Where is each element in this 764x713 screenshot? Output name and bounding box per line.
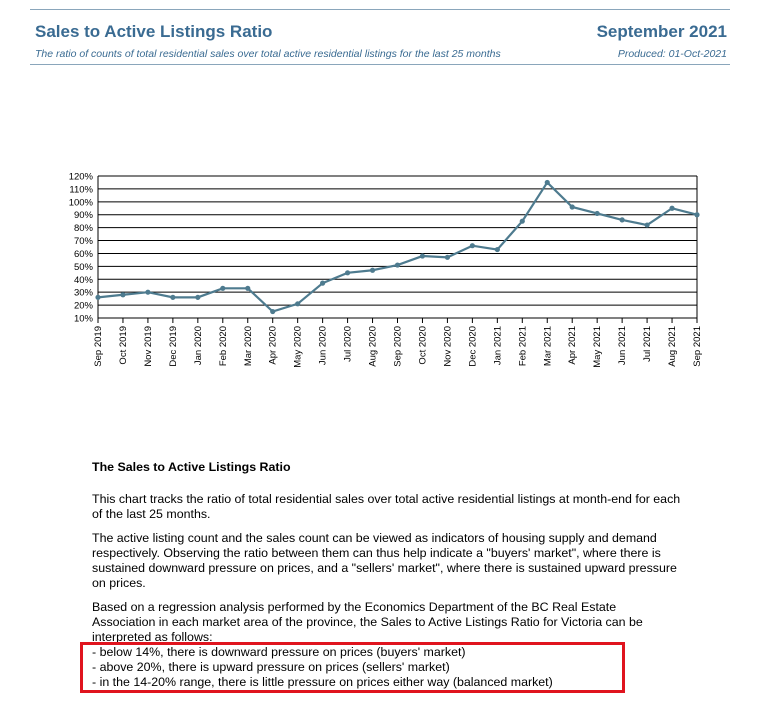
x-tick-label: Nov 2020 — [442, 326, 454, 367]
data-point — [370, 268, 375, 273]
y-tick-label: 100% — [68, 197, 93, 209]
y-tick-label: 40% — [73, 274, 93, 286]
explanation-para-2: The active listing count and the sales count can be viewed as indicators of housing supply and demand respectively. Observing the ratio between them can thus help indicate a "buyers' market", where there is sustained downward pressure on prices, and a "sellers' market", where there is sustained upward pressure on prices. — [92, 531, 677, 590]
x-tick-label: Oct 2019 — [117, 326, 129, 365]
y-tick-label: 110% — [69, 184, 93, 196]
data-point — [245, 286, 250, 291]
explanation-text — [92, 460, 682, 654]
x-tick-label: Aug 2020 — [367, 326, 379, 367]
produced-date: Produced: 01-Oct-2021 — [617, 48, 727, 60]
x-tick-label: Jan 2021 — [492, 326, 504, 366]
data-point — [495, 247, 500, 252]
data-point — [195, 295, 200, 300]
x-tick-label: Jun 2020 — [317, 326, 329, 366]
x-tick-label: Apr 2021 — [567, 326, 579, 365]
explanation-heading: The Sales to Active Listings Ratio — [92, 460, 291, 474]
y-tick-label: 50% — [73, 261, 93, 273]
interpretation-item: - above 20%, there is upward pressure on prices (sellers' market) — [92, 660, 450, 674]
y-tick-label: 60% — [73, 248, 93, 260]
data-point — [445, 255, 450, 260]
explanation-para-1: This chart tracks the ratio of total residential sales over total active residential listings at month-end for each of the last 25 months. — [92, 492, 681, 521]
x-tick-label: Sep 2020 — [392, 326, 404, 367]
x-tick-label: Jan 2020 — [192, 326, 204, 366]
data-point — [120, 292, 125, 297]
x-tick-label: Nov 2019 — [142, 326, 154, 367]
data-point — [470, 243, 475, 248]
x-tick-label: May 2020 — [292, 326, 304, 368]
data-point — [145, 290, 150, 295]
x-tick-label: May 2021 — [592, 326, 604, 368]
x-tick-label: Dec 2019 — [167, 326, 179, 367]
interpretation-list — [92, 645, 553, 690]
data-point — [620, 217, 625, 222]
x-tick-label: Sep 2019 — [93, 326, 104, 367]
x-tick-label: Dec 2020 — [467, 326, 479, 367]
data-point — [345, 270, 350, 275]
data-point — [570, 204, 575, 209]
data-point — [520, 219, 525, 224]
data-point — [420, 253, 425, 258]
data-point — [270, 309, 275, 314]
page-title: Sales to Active Listings Ratio — [35, 22, 273, 41]
x-tick-label: Jul 2021 — [642, 326, 654, 362]
x-tick-label: Oct 2020 — [417, 326, 429, 365]
x-tick-label: Apr 2020 — [267, 326, 279, 365]
x-tick-label: Mar 2021 — [542, 326, 554, 367]
data-point — [644, 222, 649, 227]
report-period: September 2021 — [596, 22, 727, 41]
interpretation-item: - in the 14-20% range, there is little pressure on prices either way (balanced market) — [92, 675, 553, 689]
data-point — [395, 262, 400, 267]
y-tick-label: 90% — [73, 210, 93, 222]
data-point — [595, 211, 600, 216]
data-point — [545, 180, 550, 185]
data-point — [295, 301, 300, 306]
explanation-para-3: Based on a regression analysis performed by the Economics Department of the BC Real Estate Association in each market area of the province, the Sales to Active Listings Ratio for Victoria can be interpreted as follows: — [92, 600, 643, 644]
x-tick-label: Jul 2020 — [342, 326, 354, 362]
page-subtitle: The ratio of counts of total residential sales over total active residential listings for the last 25 months — [35, 48, 501, 60]
x-tick-label: Aug 2021 — [667, 326, 679, 367]
data-point — [669, 206, 674, 211]
data-point — [95, 295, 100, 300]
y-tick-label: 30% — [73, 287, 93, 299]
data-point — [694, 212, 699, 217]
y-tick-label: 10% — [73, 313, 93, 325]
data-point — [320, 281, 325, 286]
y-tick-label: 80% — [73, 223, 93, 235]
y-tick-label: 20% — [73, 300, 93, 312]
data-point — [170, 295, 175, 300]
y-tick-label: 120% — [68, 171, 93, 183]
x-tick-label: Feb 2020 — [217, 326, 229, 367]
interpretation-item: - below 14%, there is downward pressure on prices (buyers' market) — [92, 645, 466, 659]
data-point — [220, 286, 225, 291]
x-tick-label: Jun 2021 — [617, 326, 629, 366]
x-tick-label: Mar 2020 — [242, 326, 254, 367]
x-tick-label: Feb 2021 — [517, 326, 529, 367]
x-tick-label: Sep 2021 — [692, 326, 703, 367]
y-tick-label: 70% — [73, 236, 93, 248]
